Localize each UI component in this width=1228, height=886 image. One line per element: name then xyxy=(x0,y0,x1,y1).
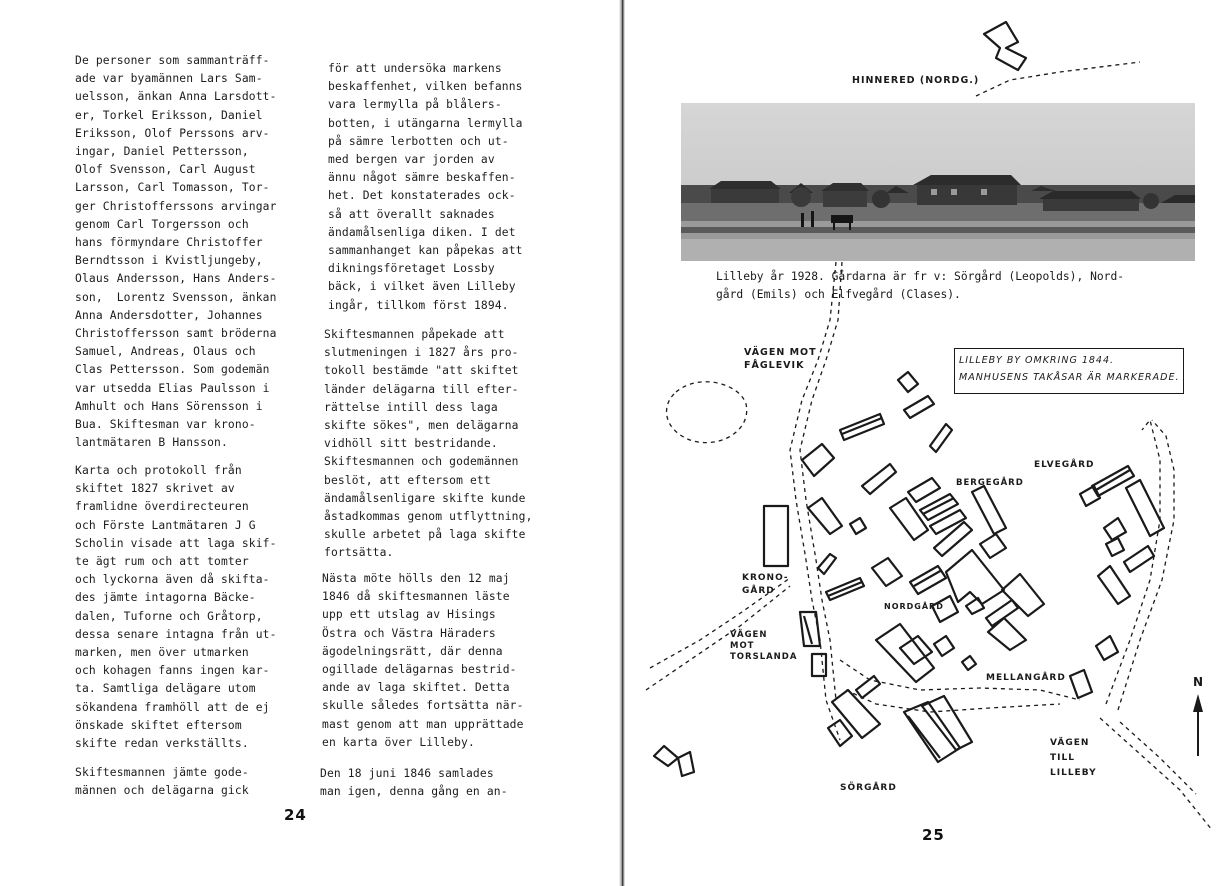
map-title-line-2: MANHUSENS TAKÅSAR ÄR MARKERADE. xyxy=(959,372,1180,383)
map-house xyxy=(1104,518,1126,540)
map-road-lilleby xyxy=(1100,718,1212,830)
map-house xyxy=(972,486,1006,534)
page-number-left: 24 xyxy=(284,806,307,824)
left-col1-paragraph-1: De personer som sammanträff- ade var byamännen Lars Sam- uelsson, änkan Anna Larsdott- er, Torkel Eriksson, Daniel Eriksson, Olof Perssons arv- ingar, Daniel Pettersson, Olof Svensson, Carl August Larsson, Carl Tomasson, Tor- ger Christofferssons arvingar genom Carl Torgersson och hans förmyndare Christoffer Berndtsson i Kvistljungeby, Olaus Andersson, Hans Anders- son, Lorentz Svensson, änkan Anna Andersdotter, Johannes Christoffersson samt bröderna Samuel, Andreas, Olaus och Clas Pettersson. Som godemän var utsedda Elias Paulsson i Amhult och Hans Sörensson i Bua. Skiftesman var krono- lantmätaren B Hansson. xyxy=(75,54,277,450)
label-mellangard: MELLANGÅRD xyxy=(986,673,1066,683)
left-col2-paragraph-1: för att undersöka markens beskaffenhet, vilken befanns vara lermylla på blålers- botten, i utängarna lermylla på sämre lerbotten och ut- med bergen var jorden av ännu något sämre beskaffen- het. Det konstaterades ock- så att överallt saknades ändamålsenliga diken. I det sammanhanget kan påpekas att dikningsföretaget Lossby bäck, i vilket även Lilleby ingår, tillkom först 1894. xyxy=(328,62,523,312)
label-nordgard: NORDGÅRD xyxy=(884,602,944,611)
map-house xyxy=(986,600,1018,626)
map-house xyxy=(890,498,928,540)
left-col2-paragraph-2: Skiftesmannen påpekade att slutmeningen i 1827 års pro- tokoll bestämde "att skiftet länder delägarna till efter- rättelse intill dess laga skifte sökes", men delägarna vidhöll sitt bestridande. Skiftesmannen och godemännen beslöt, att eftersom ett ändamålsenligare skifte kunde åstadkommas genom utflyttning, skulle arbetet på laga skifte fortsätta. xyxy=(324,328,533,560)
map-road-faglevik xyxy=(790,262,840,740)
north-label: N xyxy=(1193,675,1205,689)
map-house xyxy=(930,424,952,452)
map-house xyxy=(1098,566,1130,604)
map-house xyxy=(872,558,902,586)
map-house xyxy=(930,510,966,534)
map-road-lilleby-inner xyxy=(1120,722,1196,794)
map-house xyxy=(946,550,1004,604)
map-house xyxy=(898,372,918,392)
map-house xyxy=(962,656,976,670)
left-col2-paragraph-3: Nästa möte hölls den 12 maj 1846 då skiftesmannen läste upp ett utslag av Hisings Östra och Västra Häraders ägodelningsrätt, där denna ogillade delägarnas bestrid- ande av laga skiftet. Detta skulle således fortsätta när- mast genom att man upprättade en karta över Lilleby. xyxy=(322,572,524,749)
map-house xyxy=(1096,636,1118,660)
map-road-hinnered xyxy=(976,62,1140,96)
label-elvegard: ELVEGÅRD xyxy=(1034,460,1095,470)
map-house xyxy=(908,478,940,502)
label-sorgard: SÖRGÅRD xyxy=(840,783,897,793)
map-house xyxy=(804,616,812,644)
map-house xyxy=(828,720,852,746)
map-title-box xyxy=(954,348,1184,394)
label-kronogard: KRONO- GÅRD xyxy=(742,573,789,596)
page-number-right: 25 xyxy=(922,826,945,844)
map-house xyxy=(1106,538,1124,556)
map-road-faglevik-inner xyxy=(800,262,842,700)
map-house xyxy=(980,534,1006,558)
photo-caption: Lilleby år 1928. Gårdarna är fr v: Sörgård (Leopolds), Nord- gård (Emils) och Elfvegård (Clases). xyxy=(716,270,1125,301)
label-vagen-torslanda: VÄGEN MOT TORSLANDA xyxy=(730,630,798,662)
map-house xyxy=(966,598,984,614)
north-arrow xyxy=(1193,694,1203,756)
map-house xyxy=(1002,574,1044,616)
label-vagen-faglevik: VÄGEN MOT FÅGLEVIK xyxy=(744,347,817,371)
map-house xyxy=(934,636,954,656)
left-col1-paragraph-3: Skiftesmannen jämte gode- männen och delägarna gick xyxy=(75,766,249,798)
map-pond xyxy=(667,382,747,443)
map-house xyxy=(850,518,866,534)
map-house xyxy=(1070,670,1092,698)
map-house xyxy=(1124,546,1154,572)
left-col1-paragraph-2: Karta och protokoll från skiftet 1827 skrivet av framlidne överdirecteuren och Förste Lantmätaren J G Scholin visade att laga skif- te ägt rum och att tomter och lyckorna även då skifta- des jämte intagorna Bäcke- dalen, Tuforne och Gråtorp, dessa senare intagna från ut- marken, men över utmarken och kohagen fanns ingen kar- ta. Samtliga delägare utom sökandena framhöll att de ej önskade skiftet eftersom skifte redan verkställts. xyxy=(75,464,277,751)
map-house xyxy=(808,498,842,534)
left-col2-paragraph-4: Den 18 juni 1846 samlades man igen, denna gång en an- xyxy=(320,767,508,799)
map-house xyxy=(904,702,960,762)
map-house xyxy=(818,554,836,574)
map-house xyxy=(802,444,834,476)
map-house xyxy=(904,396,934,418)
map-house xyxy=(832,690,880,738)
map-house xyxy=(988,618,1026,650)
label-bergegard: BERGEGÅRD xyxy=(956,478,1024,488)
map-hinnered-house xyxy=(984,22,1026,70)
label-vagen-lilleby: VÄGEN TILL LILLEBY xyxy=(1050,738,1097,778)
map-house xyxy=(654,746,678,766)
label-hinnered: HINNERED (NORDG.) xyxy=(852,75,980,86)
map-house xyxy=(764,506,788,566)
map-house xyxy=(678,752,694,776)
map-house xyxy=(934,522,972,556)
map-title-line-1: LILLEBY BY OMKRING 1844. xyxy=(959,355,1115,366)
map-house xyxy=(862,464,896,494)
